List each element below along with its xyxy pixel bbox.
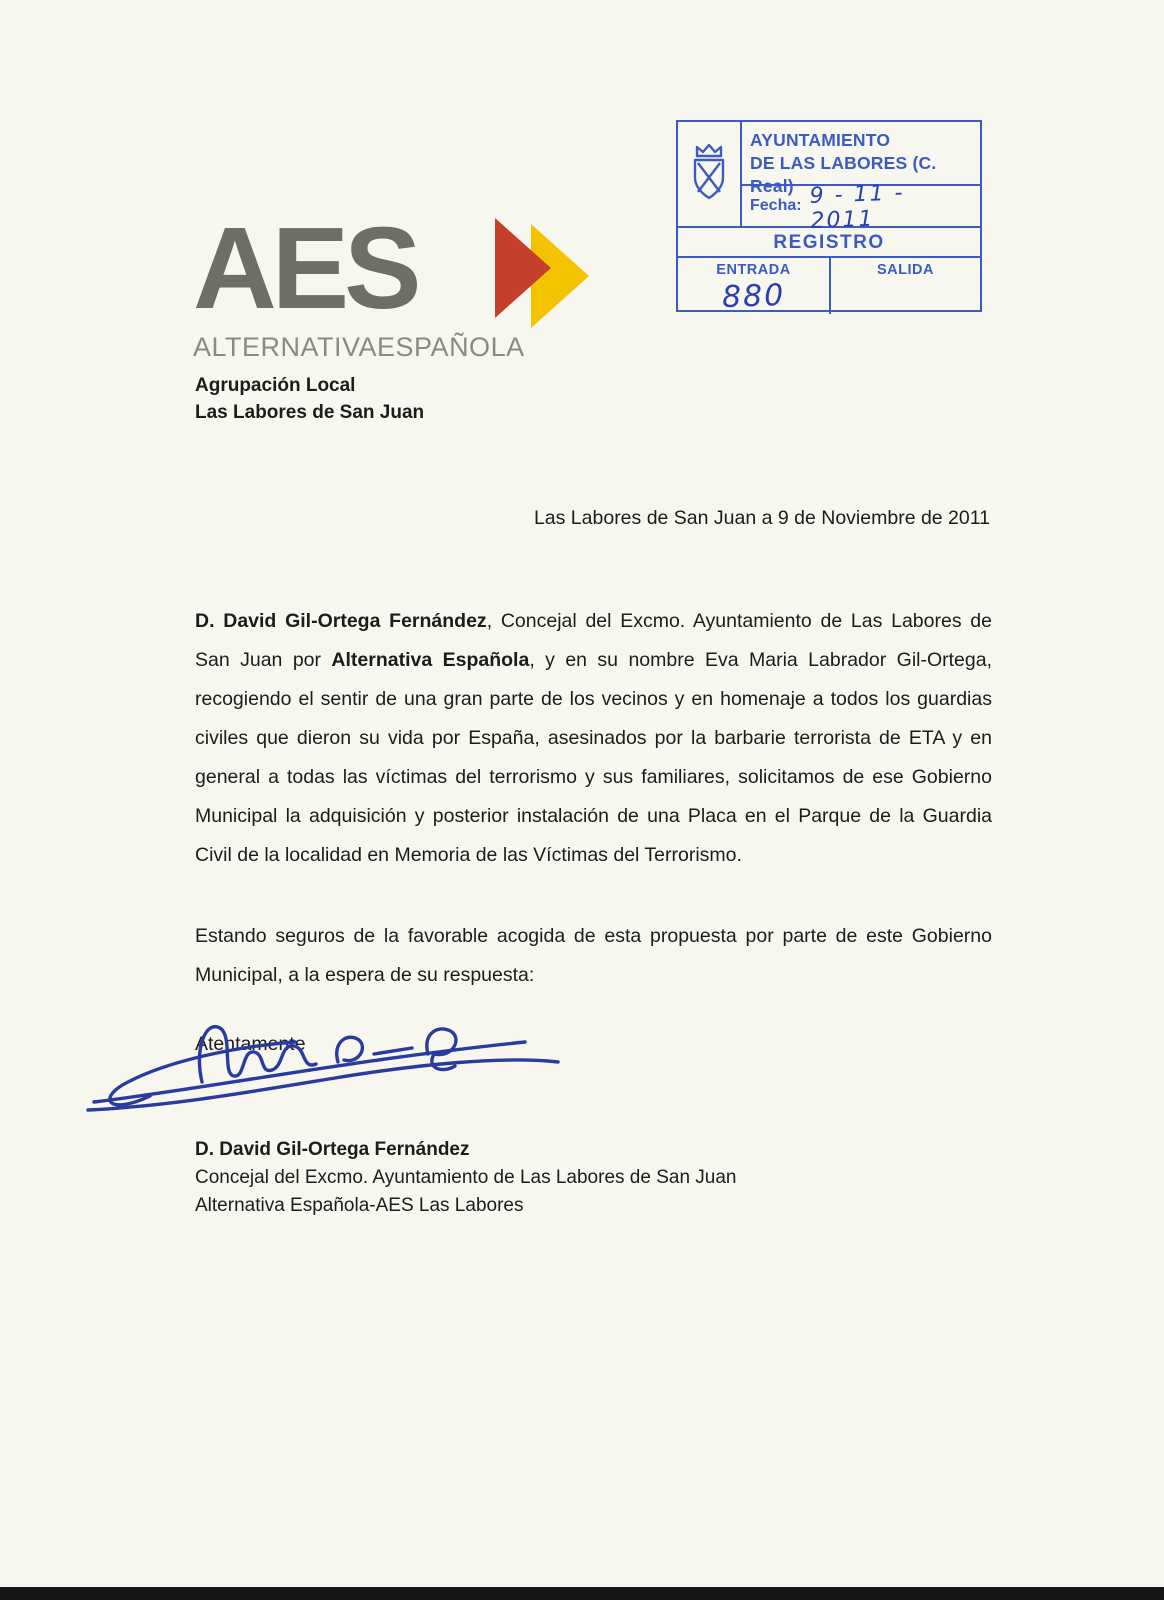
stamp-entrada-column [678,258,829,314]
signatory-title: Concejal del Excmo. Ayuntamiento de Las Labores de San Juan [195,1167,737,1188]
registry-stamp [676,120,982,316]
p1-text-2: , y en su nombre Eva Maria Labrador Gil-Ortega, recogiendo el sentir de una gran parte de los vecinos y en homenaje a todos los guardias civiles que dieron su vida por España, asesinados por la barbarie terrorista de ETA y en general a todas las víctimas del terrorismo y sus familiares, solicitamos de ese Gobierno Municipal la adquisición y posterior instalación de una Placa en el Parque de la Guardia Civil de la localidad en Memoria de las Víctimas del Terrorismo. [195,649,993,866]
stamp-fecha-label: Fecha: [750,197,802,214]
p1-author-name: D. David Gil-Ortega Fernández [195,610,487,632]
stamp-org-name [740,122,980,196]
logo-acronym: AES [193,203,417,333]
stamp-salida-column [829,258,980,314]
sender-block [195,372,424,426]
body-paragraph-2: Estando seguros de la favorable acogida de esta propuesta por parte de este Gobierno Municipal, a la espera de su respuesta: [195,925,992,986]
stamp-salida-label: SALIDA [877,262,934,278]
body-paragraph-1 [195,602,992,875]
aes-logo-row [193,203,525,333]
logo-wordmark: ALTERNATIVAESPAÑOLA [193,332,525,362]
signatory-name: D. David Gil-Ortega Fernández [195,1139,470,1160]
signatory-org: Alternativa Española-AES Las Labores [195,1195,524,1216]
p1-party-name: Alternativa Española [331,649,530,671]
stamp-entry-columns [678,258,980,314]
coat-of-arms-icon [678,122,740,226]
signature-block [195,1136,737,1220]
p1-text-1: , Concejal del Excmo. Ayuntamiento de Las Labores de San Juan por [195,610,992,671]
sender-line2: Las Labores de San Juan [195,402,425,423]
scan-edge-bar [0,1587,1164,1600]
sender-line1: Agrupación Local [195,375,356,396]
stamp-fecha-row [740,180,980,234]
aes-logo [193,203,525,363]
stamp-org-line2: DE LAS LABORES (C. Real) [750,152,937,196]
closing: Atentamente [195,1033,306,1055]
stamp-entrada-label: ENTRADA [716,262,791,278]
stamp-registro-label: REGISTRO [678,226,980,258]
stamp-fecha-value: 9 - 11 - 2011 [808,180,905,234]
dateline: Las Labores de San Juan a 9 de Noviembre de 2011 [533,507,990,529]
letter-content [195,507,992,1056]
stamp-org-line1: AYUNTAMIENTO [750,130,891,150]
stamp-entrada-value: 880 [721,277,786,316]
logo-red-triangle-icon [495,218,551,318]
handwritten-signature [80,978,580,1128]
